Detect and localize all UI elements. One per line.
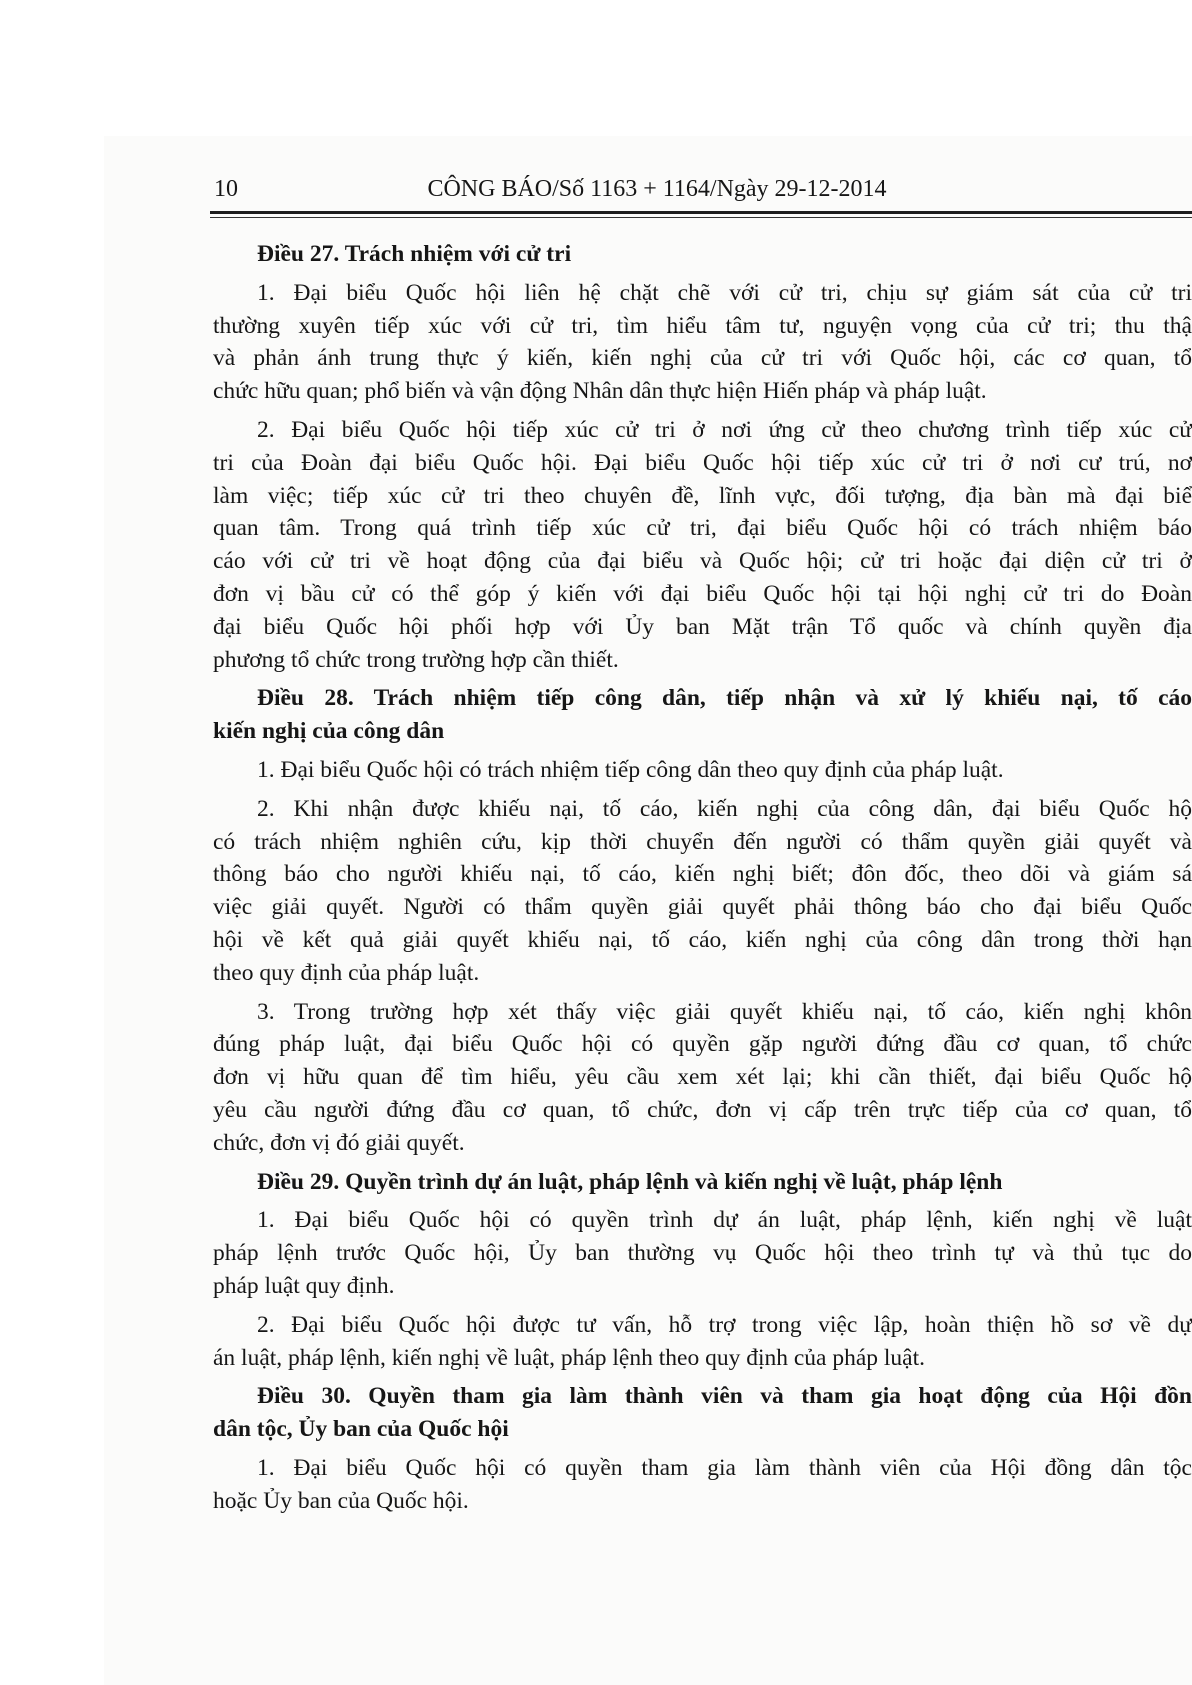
text-line: đúng pháp luật, đại biểu Quốc hội có quyền gặp người đứng đầu cơ quan, tổ chức — [213, 1031, 1192, 1058]
text-line: 1. Đại biểu Quốc hội có quyền tham gia làm thành viên của Hội đồng dân tộc — [257, 1454, 1192, 1481]
paragraph — [213, 414, 1192, 676]
text-line: án luật, pháp lệnh, kiến nghị về luật, pháp lệnh theo quy định của pháp luật. — [213, 1344, 925, 1371]
text-line: Điều 27. Trách nhiệm với cử tri — [257, 241, 572, 267]
text-line: 1. Đại biểu Quốc hội có quyền trình dự án luật, pháp lệnh, kiến nghị về luật — [257, 1207, 1192, 1234]
text-line: hoặc Ủy ban của Quốc hội. — [213, 1487, 469, 1514]
text-line: theo quy định của pháp luật. — [213, 959, 480, 986]
page-header — [212, 172, 1192, 208]
gazette-title: CÔNG BÁO/Số 1163 + 1164/Ngày 29-12-2014 — [427, 176, 887, 202]
text-line: làm việc; tiếp xúc cử tri theo chuyên đề, lĩnh vực, đối tượng, địa bàn mà đại biể — [213, 482, 1192, 509]
text-line: Điều 29. Quyền trình dự án luật, pháp lệnh và kiến nghị về luật, pháp lệnh — [257, 1168, 1003, 1195]
text-line: thường xuyên tiếp xúc với cử tri, tìm hiểu tâm tư, nguyện vọng của cử tri; thu thậ — [213, 312, 1192, 339]
paragraph — [213, 996, 1192, 1160]
page-number: 10 — [214, 176, 238, 202]
text-line: 2. Đại biểu Quốc hội được tư vấn, hỗ trợ trong việc lập, hoàn thiện hồ sơ về dự — [257, 1311, 1192, 1338]
paragraph — [213, 793, 1192, 990]
text-line: Điều 30. Quyền tham gia làm thành viên và tham gia hoạt động của Hội đồn — [257, 1383, 1192, 1410]
paragraph — [213, 754, 1192, 787]
text-line: việc giải quyết. Người có thẩm quyền giải quyết phải thông báo cho đại biểu Quốc — [213, 894, 1192, 921]
text-line: đại biểu Quốc hội phối hợp với Ủy ban Mặt trận Tổ quốc và chính quyền địa — [213, 613, 1192, 640]
header-rule-thin — [210, 217, 1192, 218]
paragraph — [213, 1204, 1192, 1302]
paragraph — [213, 1452, 1192, 1518]
text-line: kiến nghị của công dân — [213, 718, 445, 745]
text-line: pháp luật quy định. — [213, 1272, 395, 1299]
text-line: chức, đơn vị đó giải quyết. — [213, 1129, 465, 1156]
text-line: 2. Đại biểu Quốc hội tiếp xúc cử tri ở nơi ứng cử theo chương trình tiếp xúc cử — [257, 416, 1192, 443]
text-line: pháp lệnh trước Quốc hội, Ủy ban thường vụ Quốc hội theo trình tự và thủ tục do — [213, 1240, 1192, 1267]
text-line: phương tổ chức trong trường hợp cần thiết. — [213, 646, 619, 673]
text-line: Điều 28. Trách nhiệm tiếp công dân, tiếp nhận và xử lý khiếu nại, tố cáo — [257, 685, 1192, 712]
article-heading — [213, 238, 1192, 271]
document-body — [213, 238, 1192, 1538]
paragraph — [213, 1309, 1192, 1375]
text-line: đơn vị bầu cử có thể góp ý kiến với đại biểu Quốc hội tại hội nghị cử tri do Đoàn — [213, 580, 1192, 607]
text-line: yêu cầu người đứng đầu cơ quan, tổ chức, đơn vị cấp trên trực tiếp của cơ quan, tổ — [213, 1096, 1192, 1123]
paragraph — [213, 277, 1192, 408]
text-line: đơn vị hữu quan để tìm hiểu, yêu cầu xem xét lại; khi cần thiết, đại biểu Quốc hộ — [213, 1064, 1192, 1091]
text-line: và phản ánh trung thực ý kiến, kiến nghị của cử tri với Quốc hội, các cơ quan, tổ — [213, 345, 1192, 372]
text-line: chức hữu quan; phổ biến và vận động Nhân dân thực hiện Hiến pháp và pháp luật. — [213, 378, 987, 405]
article-heading — [213, 1166, 1192, 1199]
text-line: cáo với cử tri về hoạt động của đại biểu và Quốc hội; cử tri hoặc đại diện cử tri ở — [213, 548, 1192, 575]
text-line: dân tộc, Ủy ban của Quốc hội — [213, 1416, 509, 1443]
header-rule-thick — [210, 211, 1192, 214]
text-line: có trách nhiệm nghiên cứu, kịp thời chuyển đến người có thẩm quyền giải quyết và — [213, 828, 1192, 855]
text-line: 1. Đại biểu Quốc hội có trách nhiệm tiếp công dân theo quy định của pháp luật. — [257, 756, 1004, 783]
text-line: 3. Trong trường hợp xét thấy việc giải quyết khiếu nại, tố cáo, kiến nghị khôn — [257, 998, 1192, 1025]
text-line: quan tâm. Trong quá trình tiếp xúc cử tri, đại biểu Quốc hội có trách nhiệm báo — [213, 515, 1192, 542]
text-line: 1. Đại biểu Quốc hội liên hệ chặt chẽ với cử tri, chịu sự giám sát của cử tri — [257, 279, 1192, 306]
article-heading — [213, 1380, 1192, 1446]
text-line: thông báo cho người khiếu nại, tố cáo, kiến nghị biết; đôn đốc, theo dõi và giám sá — [213, 861, 1192, 888]
text-line: tri của Đoàn đại biểu Quốc hội. Đại biểu Quốc hội tiếp xúc cử tri ở nơi cư trú, nơ — [213, 449, 1192, 476]
text-line: 2. Khi nhận được khiếu nại, tố cáo, kiến nghị của công dân, đại biểu Quốc hộ — [257, 795, 1192, 822]
text-line: hội về kết quả giải quyết khiếu nại, tố cáo, kiến nghị của công dân trong thời hạn — [213, 926, 1192, 953]
article-heading — [213, 682, 1192, 748]
